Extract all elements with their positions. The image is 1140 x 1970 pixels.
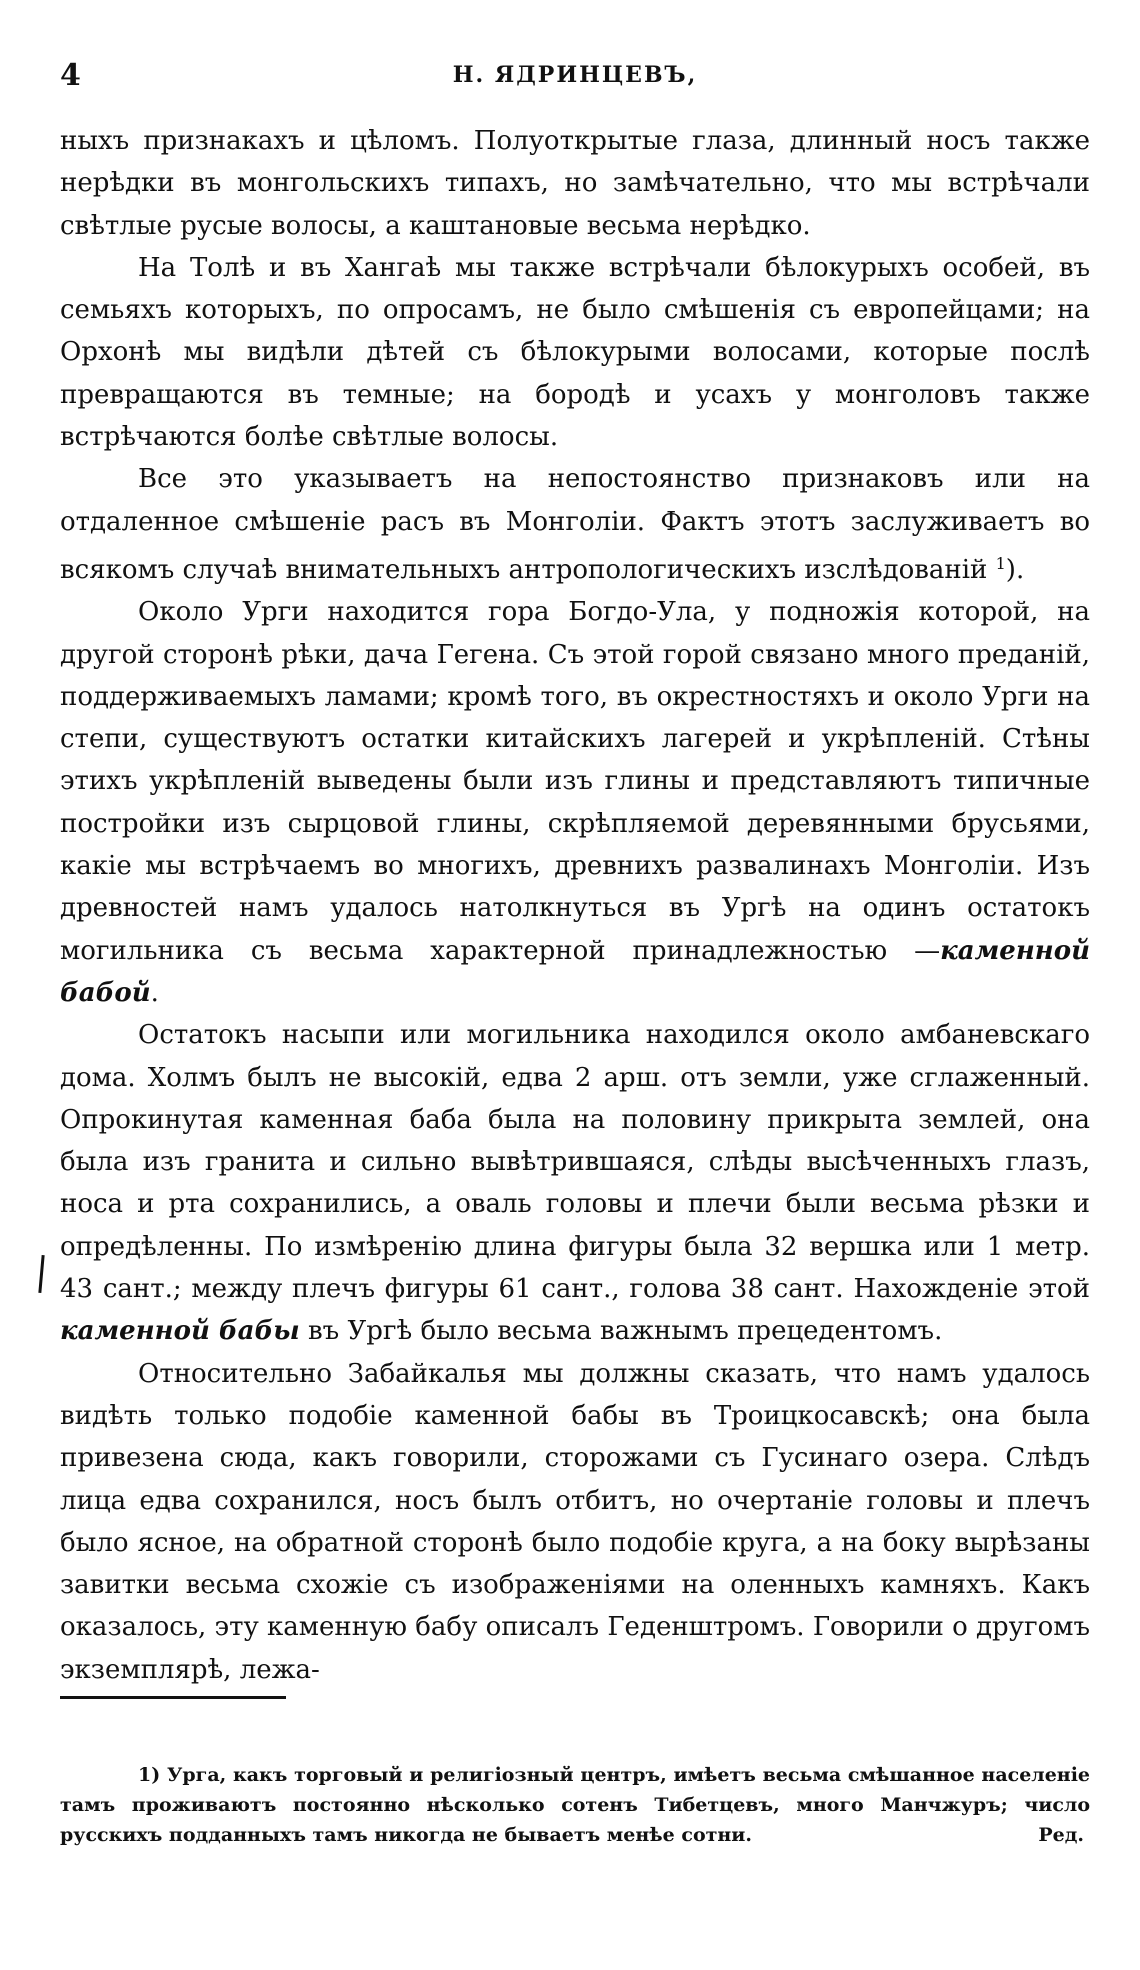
emphasis-kamennoy-baby: каменной бабы <box>60 1316 300 1347</box>
paragraph-1 <box>60 120 1090 247</box>
paragraph-5 <box>60 1014 1090 1352</box>
footnote-reference: 1 <box>995 553 1006 573</box>
paragraph-3-tail: ). <box>1005 554 1025 585</box>
paragraph-2 <box>60 247 1090 458</box>
paragraph-5-tail: въ Ургѣ было весьма важнымъ прецедентомъ. <box>299 1316 943 1347</box>
page-header <box>60 58 1090 98</box>
margin-pencil-mark <box>38 1255 44 1293</box>
paragraph-2-text: На Толѣ и въ Хангаѣ мы также встрѣчали бѣлокурыхъ особей, въ семьяхъ которыхъ, по опросамъ, не было смѣшенія съ европейцами; на Орхонѣ мы видѣли дѣтей съ бѣлокурыми волосами, которые послѣ превращаются въ темные; на бородѣ и усахъ у монголовъ также встрѣчаются болѣе свѣтлые волосы. <box>60 252 1090 453</box>
body-text <box>60 120 1090 1691</box>
footnote-text: 1) Урга, какъ торговый и религіозный центръ, имѣетъ весьма смѣшанное населеніе тамъ проживаютъ постоянно нѣсколько сотенъ Тибетцевъ, много Манчжуръ; число русскихъ подданныхъ тамъ никогда не бываетъ менѣе сотни. <box>60 1764 1090 1846</box>
paragraph-4 <box>60 591 1090 1014</box>
running-head: Н. ЯДРИНЦЕВЪ, <box>452 62 698 88</box>
paragraph-5-text: Остатокъ насыпи или могильника находился около амбаневскаго дома. Холмъ былъ не высокій, едва 2 арш. отъ земли, уже сглаженный. Опрокинутая каменная баба была на половину прикрыта землей, она была изъ гранита и сильно вывѣтрившаяся, слѣды высѣченныхъ глазъ, носа и рта сохранились, а оваль головы и плечи были весьма рѣзки и опредѣленны. По измѣренію длина фигуры была 32 вершка или 1 метр. 43 сант.; между плечъ фигуры 61 сант., голова 38 сант. Нахожденіе этой <box>60 1020 1090 1305</box>
paragraph-6 <box>60 1353 1090 1691</box>
paragraph-4-tail: . <box>150 977 159 1008</box>
footnote-divider <box>60 1696 286 1699</box>
footnote-signature: Ред. <box>1038 1824 1084 1846</box>
paragraph-3 <box>60 458 1090 591</box>
page-number: 4 <box>60 58 81 93</box>
emphasis-kamennoy-baboy: каменной бабой <box>60 935 1090 1008</box>
paragraph-1-text: ныхъ признакахъ и цѣломъ. Полуоткрытые глаза, длинный носъ также нерѣдки въ монгольскихъ типахъ, но замѣчательно, что мы встрѣчали свѣтлые русые волосы, а каштановые весьма нерѣдко. <box>60 126 1090 241</box>
paragraph-3-text: Все это указываетъ на непостоянство признаковъ или на отдаленное смѣшеніе расъ въ Монголіи. Фактъ этотъ заслуживаетъ во всякомъ случаѣ внимательныхъ антропологическихъ изслѣдованій <box>60 464 1090 585</box>
footnote <box>60 1760 1090 1850</box>
paragraph-6-text: Относительно Забайкалья мы должны сказать, что намъ удалось видѣть только подобіе каменной бабы въ Троицкосавскѣ; она была привезена сюда, какъ говорили, сторожами съ Гусинаго озера. Слѣдъ лица едва сохранился, носъ былъ отбитъ, но очертаніе головы и плечъ было ясное, на обратной сторонѣ было подобіе круга, а на боку вырѣзаны завитки весьма схожіе съ изображеніями на оленныхъ камняхъ. Какъ оказалось, эту каменную бабу описалъ Геденштромъ. Говорили о другомъ экземплярѣ, лежа- <box>60 1358 1090 1685</box>
paragraph-4-text: Около Урги находится гора Богдо-Ула, у подножія которой, на другой сторонѣ рѣки, дача Гегена. Съ этой горой связано много преданій, поддерживаемыхъ ламами; кромѣ того, въ окрестностяхъ и около Урги на степи, существуютъ остатки китайскихъ лагерей и укрѣпленій. Стѣны этихъ укрѣпленій выведены были изъ глины и представляютъ типичные постройки изъ сырцовой глины, скрѣпляемой деревянными брусьями, какіе мы встрѣчаемъ во многихъ, древнихъ развалинахъ Монголіи. Изъ древностей намъ удалось натолкнуться въ Ургѣ на одинъ остатокъ могильника съ весьма характерной принадлежностью — <box>60 597 1090 966</box>
